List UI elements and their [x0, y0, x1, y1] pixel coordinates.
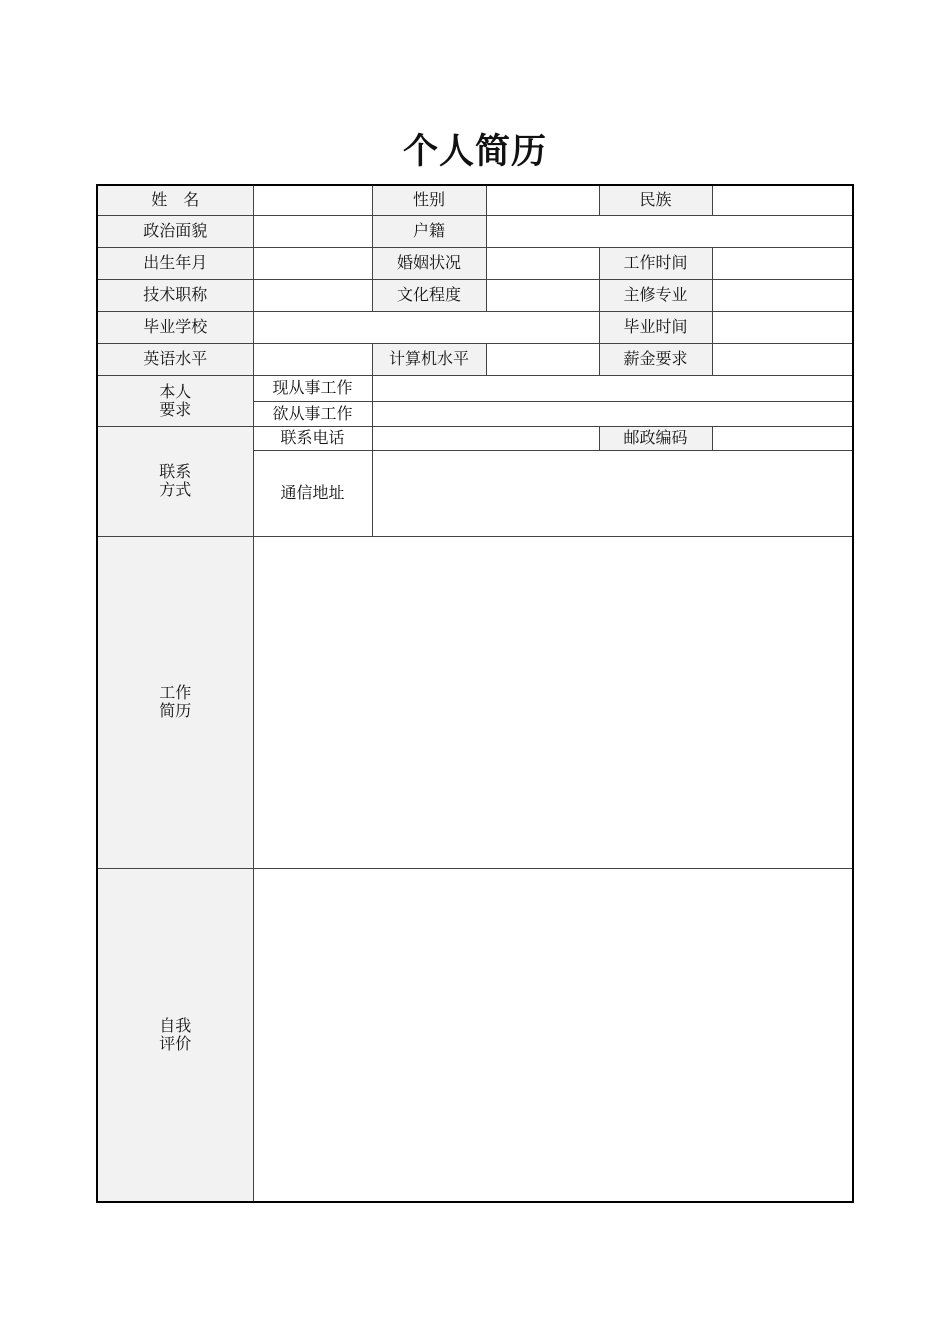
row-political — [97, 215, 853, 247]
label-major: 主修专业 — [599, 279, 712, 311]
field-ethnicity[interactable] — [712, 185, 853, 215]
label-political-status: 政治面貌 — [97, 215, 253, 247]
field-gender[interactable] — [486, 185, 599, 215]
label-graduation-time: 毕业时间 — [599, 311, 712, 343]
label-work-history-line2: 简历 — [159, 701, 192, 720]
row-work-history — [97, 536, 853, 868]
label-education-level: 文化程度 — [372, 279, 486, 311]
field-major[interactable] — [712, 279, 853, 311]
field-household-registration[interactable] — [486, 215, 853, 247]
label-gender: 性别 — [372, 185, 486, 215]
field-work-history[interactable] — [253, 536, 853, 868]
label-personal-requirements — [97, 375, 253, 426]
label-contact — [97, 426, 253, 536]
page-title: 个人简历 — [402, 131, 547, 172]
field-address[interactable] — [372, 450, 853, 536]
row-phone — [97, 426, 853, 450]
label-desired-job: 欲从事工作 — [253, 401, 372, 426]
field-technical-title[interactable] — [253, 279, 372, 311]
field-education-level[interactable] — [486, 279, 599, 311]
label-household-registration: 户籍 — [372, 215, 486, 247]
field-english-level[interactable] — [253, 343, 372, 375]
field-postal-code[interactable] — [712, 426, 853, 450]
label-contact-line1: 联系 — [159, 462, 192, 481]
label-birth-date: 出生年月 — [97, 247, 253, 279]
field-current-job[interactable] — [372, 375, 853, 401]
field-salary-expectation[interactable] — [712, 343, 853, 375]
label-phone: 联系电话 — [253, 426, 372, 450]
label-personal-requirements-line2: 要求 — [159, 399, 192, 419]
label-name: 姓 名 — [97, 185, 253, 215]
row-name — [97, 185, 853, 215]
field-school[interactable] — [253, 311, 599, 343]
row-birth — [97, 247, 853, 279]
field-name[interactable] — [253, 185, 372, 215]
label-self-evaluation-line2: 评价 — [159, 1033, 192, 1053]
label-work-history — [97, 536, 253, 868]
row-skills — [97, 343, 853, 375]
field-birth-date[interactable] — [253, 247, 372, 279]
label-school: 毕业学校 — [97, 311, 253, 343]
field-self-evaluation[interactable] — [253, 868, 853, 1202]
resume-form — [96, 184, 854, 1203]
row-current-job — [97, 375, 853, 401]
field-marital-status[interactable] — [486, 247, 599, 279]
field-phone[interactable] — [372, 426, 599, 450]
row-title — [97, 279, 853, 311]
label-postal-code: 邮政编码 — [599, 426, 712, 450]
label-self-evaluation — [97, 868, 253, 1202]
label-address: 通信地址 — [253, 450, 372, 536]
label-salary-expectation: 薪金要求 — [599, 343, 712, 375]
field-political-status[interactable] — [253, 215, 372, 247]
label-personal-requirements-line1: 本人 — [159, 381, 192, 401]
label-ethnicity: 民族 — [599, 185, 712, 215]
label-current-job: 现从事工作 — [253, 375, 372, 401]
field-graduation-time[interactable] — [712, 311, 853, 343]
field-work-start[interactable] — [712, 247, 853, 279]
label-work-history-line1: 工作 — [159, 683, 192, 702]
label-marital-status: 婚姻状况 — [372, 247, 486, 279]
row-school — [97, 311, 853, 343]
label-technical-title: 技术职称 — [97, 279, 253, 311]
row-self-evaluation — [97, 868, 853, 1202]
field-computer-level[interactable] — [486, 343, 599, 375]
label-work-start: 工作时间 — [599, 247, 712, 279]
label-computer-level: 计算机水平 — [372, 343, 486, 375]
label-self-evaluation-line1: 自我 — [159, 1015, 192, 1035]
label-contact-line2: 方式 — [159, 480, 192, 499]
label-english-level: 英语水平 — [97, 343, 253, 375]
field-desired-job[interactable] — [372, 401, 853, 426]
